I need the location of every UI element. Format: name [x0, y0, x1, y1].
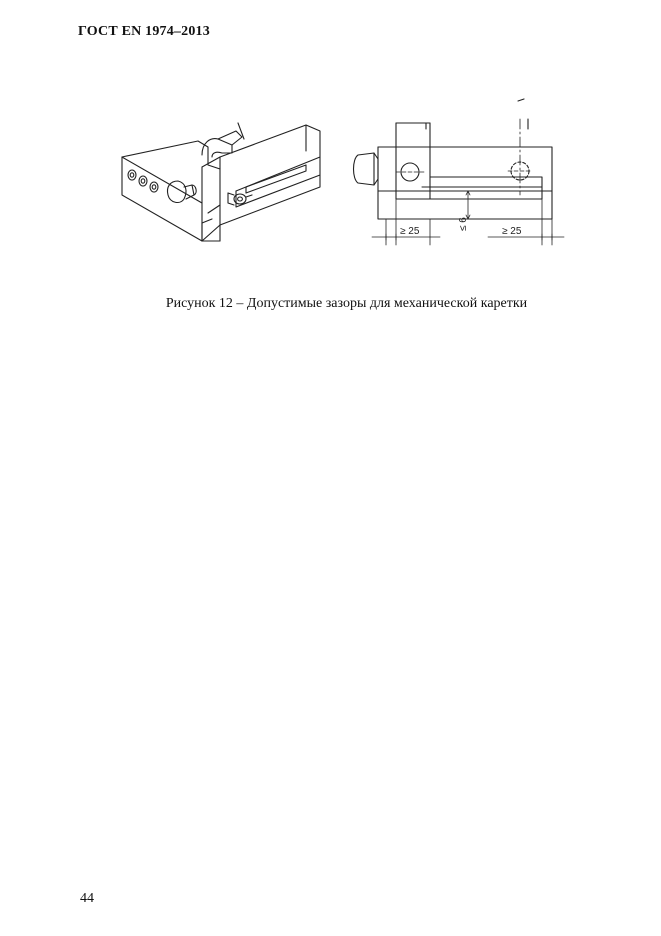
dimension-gap-max: ≤ 6 — [458, 217, 469, 231]
carriage-perspective-drawing — [122, 123, 320, 241]
figure-caption: Рисунок 12 – Допустимые зазоры для механической каретки — [165, 296, 528, 311]
page-number: 44 — [80, 891, 94, 906]
document-header: ГОСТ EN 1974–2013 — [78, 24, 210, 39]
dimension-left-min: ≥ 25 — [400, 226, 420, 237]
figure-12 — [110, 95, 580, 255]
dimension-right-min: ≥ 25 — [502, 226, 522, 237]
